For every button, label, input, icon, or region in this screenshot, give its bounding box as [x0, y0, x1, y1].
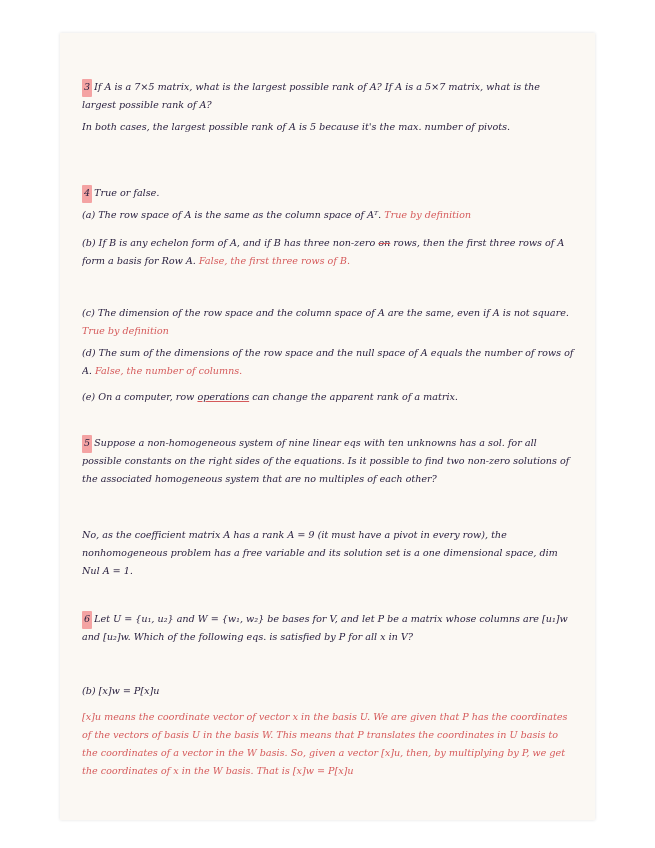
item-4b — [82, 235, 576, 271]
question-4 — [82, 185, 576, 203]
answer-3: In both cases, the largest possible rank of A is 5 because it's the max. number of pivots. — [82, 122, 511, 133]
item-answer: True by definition — [82, 326, 169, 337]
question-number: 6 — [82, 611, 92, 629]
item-answer: True by definition — [384, 210, 472, 221]
question-number: 5 — [82, 435, 92, 453]
question-title: True or false. — [94, 188, 160, 199]
struck-word: on — [378, 238, 391, 249]
item-4a — [82, 207, 576, 225]
answer-6: [x]u means the coordinate vector of vector x in the basis U. We are given that P has the coordinates of the vectors of basis U in the basis W. This means that P translates the coordinates in U basis to the coordinates of a vector in the W basis. So, given a vector [x]u, then, by multiplying by P, we get the coordinates of x in the W basis. That is [x]w = P[x]u — [82, 712, 568, 777]
answer-5: No, as the coefficient matrix A has a rank A = 9 (it must have a pivot in every row), the nonhomogeneous problem has a free variable and its solution set is a one dimensional space, dim Nul A = 1. — [82, 530, 558, 577]
item-answer: False, the first three rows of B. — [198, 256, 351, 267]
selected-option: (b) [x]w = P[x]u — [82, 686, 160, 697]
notebook-page — [60, 33, 595, 820]
item-text-2: rows, then the first three rows of A form a basis for Row A. — [82, 238, 565, 267]
question-5 — [82, 435, 576, 489]
item-text: (d) The sum of the dimensions of the row space and the null space of A equals the number of rows of A. — [82, 348, 574, 377]
item-4d — [82, 345, 576, 381]
question-number: 3 — [82, 79, 92, 97]
item-text: (e) On a computer, row — [82, 392, 195, 403]
item-text: (b) If B is any echelon form of A, and if B has three non-zero — [82, 238, 376, 249]
question-text: If A is a 7×5 matrix, what is the largest possible rank of A? If A is a 5×7 matrix, what is the largest possible rank of A? — [82, 82, 540, 111]
question-number: 4 — [82, 185, 92, 203]
item-text-2: can change the apparent rank of a matrix. — [252, 392, 458, 403]
question-text: Let U = {u₁, u₂} and W = {w₁, w₂} be bases for V, and let P be a matrix whose columns are [u₁]w and [u₂]w. Which of the following eqs. is satisfied by P for all x in V? — [82, 614, 568, 643]
question-6 — [82, 611, 576, 647]
question-text: Suppose a non-homogeneous system of nine linear eqs with ten unknowns has a sol. for all possible constants on the right sides of the equations. Is it possible to find two non-zero solutions of the associated homogeneous system that are no multiples of each other? — [82, 438, 570, 485]
item-4c — [82, 305, 576, 341]
circled-word: operations — [197, 392, 250, 403]
item-answer: False, the number of columns. — [95, 366, 243, 377]
item-text: (c) The dimension of the row space and the column space of A are the same, even if A is not square. — [82, 308, 569, 319]
item-4e — [82, 389, 576, 407]
item-text: (a) The row space of A is the same as the column space of Aᵀ. — [82, 210, 382, 221]
question-3 — [82, 79, 576, 115]
